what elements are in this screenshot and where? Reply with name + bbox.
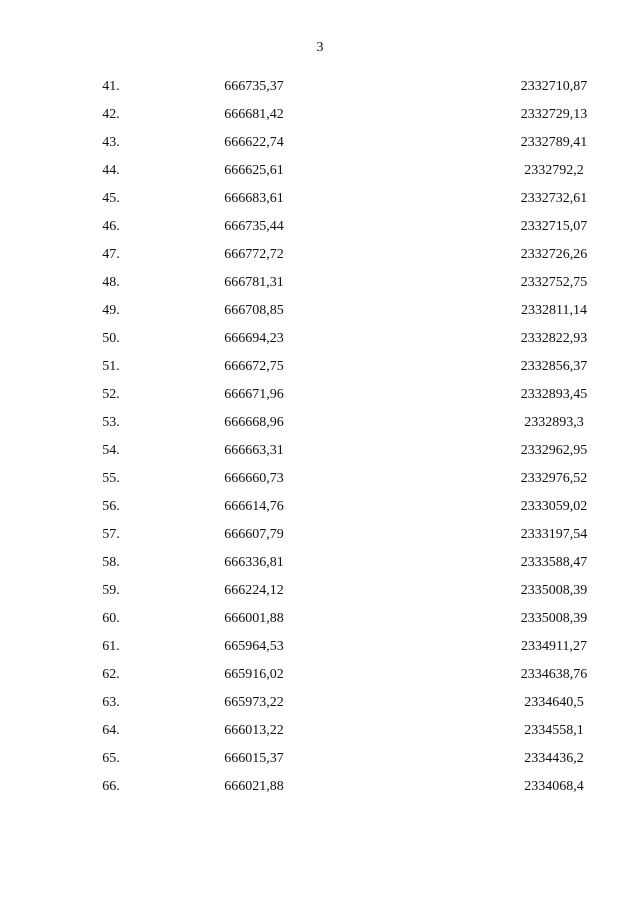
table-row [0,689,619,717]
table-row [0,325,619,353]
x-coordinate: 666708,85 [224,303,284,318]
y-coordinate: 2334558,1 [524,723,584,738]
y-coordinate: 2334638,76 [520,667,588,682]
y-coordinate: 2332893,45 [520,387,588,402]
point-number: 66. [102,779,120,794]
point-number: 63. [102,695,120,710]
y-coordinate: 2332789,41 [520,135,588,150]
coordinates-table [0,73,619,801]
point-number: 54. [102,443,120,458]
page-number: 3 [316,40,324,55]
y-coordinate: 2335008,39 [520,583,588,598]
y-coordinate: 2334640,5 [524,695,584,710]
table-row [0,745,619,773]
y-coordinate: 2332856,37 [520,359,588,374]
x-coordinate: 666671,96 [224,387,284,402]
y-coordinate: 2333588,47 [520,555,588,570]
x-coordinate: 665964,53 [224,639,284,654]
y-coordinate: 2332822,93 [520,331,588,346]
table-row [0,241,619,269]
table-row [0,493,619,521]
x-coordinate: 666735,37 [224,79,284,94]
y-coordinate: 2334436,2 [524,751,584,766]
table-row [0,353,619,381]
y-coordinate: 2335008,39 [520,611,588,626]
point-number: 55. [102,471,120,486]
x-coordinate: 666224,12 [224,583,284,598]
y-coordinate: 2332811,14 [521,303,587,318]
table-row [0,577,619,605]
y-coordinate: 2332893,3 [524,415,584,430]
point-number: 49. [102,303,120,318]
coordinates-table-body [0,73,619,801]
table-row [0,185,619,213]
table-row [0,773,619,801]
point-number: 53. [102,415,120,430]
y-coordinate: 2332710,87 [520,79,588,94]
y-coordinate: 2333197,54 [520,527,588,542]
y-coordinate: 2332752,75 [520,275,588,290]
x-coordinate: 666013,22 [224,723,284,738]
point-number: 62. [102,667,120,682]
point-number: 50. [102,331,120,346]
point-number: 57. [102,527,120,542]
table-row [0,717,619,745]
table-row [0,465,619,493]
x-coordinate: 666336,81 [224,555,284,570]
x-coordinate: 666663,31 [224,443,284,458]
y-coordinate: 2332715,07 [520,219,588,234]
point-number: 52. [102,387,120,402]
x-coordinate: 666015,37 [224,751,284,766]
x-coordinate: 666625,61 [224,163,284,178]
x-coordinate: 666772,72 [224,247,284,262]
point-number: 47. [102,247,120,262]
y-coordinate: 2332792,2 [524,163,584,178]
table-row [0,633,619,661]
y-coordinate: 2332732,61 [520,191,588,206]
table-row [0,101,619,129]
point-number: 48. [102,275,120,290]
table-row [0,297,619,325]
table-row [0,213,619,241]
x-coordinate: 666683,61 [224,191,284,206]
point-number: 44. [102,163,120,178]
point-number: 65. [102,751,120,766]
table-row [0,129,619,157]
table-row [0,549,619,577]
table-row [0,381,619,409]
y-coordinate: 2332726,26 [520,247,588,262]
y-coordinate: 2332976,52 [520,471,588,486]
x-coordinate: 666660,73 [224,471,284,486]
point-number: 43. [102,135,120,150]
table-row [0,521,619,549]
point-number: 51. [102,359,120,374]
y-coordinate: 2334911,27 [521,639,587,654]
point-number: 45. [102,191,120,206]
x-coordinate: 666781,31 [224,275,284,290]
x-coordinate: 666694,23 [224,331,284,346]
table-row [0,73,619,101]
table-row [0,605,619,633]
table-row [0,437,619,465]
point-number: 58. [102,555,120,570]
y-coordinate: 2333059,02 [520,499,588,514]
y-coordinate: 2332729,13 [520,107,588,122]
x-coordinate: 666614,76 [224,499,284,514]
point-number: 59. [102,583,120,598]
point-number: 46. [102,219,120,234]
y-coordinate: 2334068,4 [524,779,584,794]
table-row [0,409,619,437]
x-coordinate: 666672,75 [224,359,284,374]
point-number: 41. [102,79,120,94]
table-row [0,157,619,185]
x-coordinate: 665916,02 [224,667,284,682]
point-number: 60. [102,611,120,626]
x-coordinate: 666001,88 [224,611,284,626]
x-coordinate: 666735,44 [224,219,284,234]
x-coordinate: 666622,74 [224,135,284,150]
x-coordinate: 666607,79 [224,527,284,542]
x-coordinate: 666021,88 [224,779,284,794]
y-coordinate: 2332962,95 [520,443,588,458]
x-coordinate: 665973,22 [224,695,284,710]
table-row [0,269,619,297]
point-number: 61. [102,639,120,654]
point-number: 64. [102,723,120,738]
x-coordinate: 666668,96 [224,415,284,430]
x-coordinate: 666681,42 [224,107,284,122]
table-row [0,661,619,689]
point-number: 42. [102,107,120,122]
point-number: 56. [102,499,120,514]
